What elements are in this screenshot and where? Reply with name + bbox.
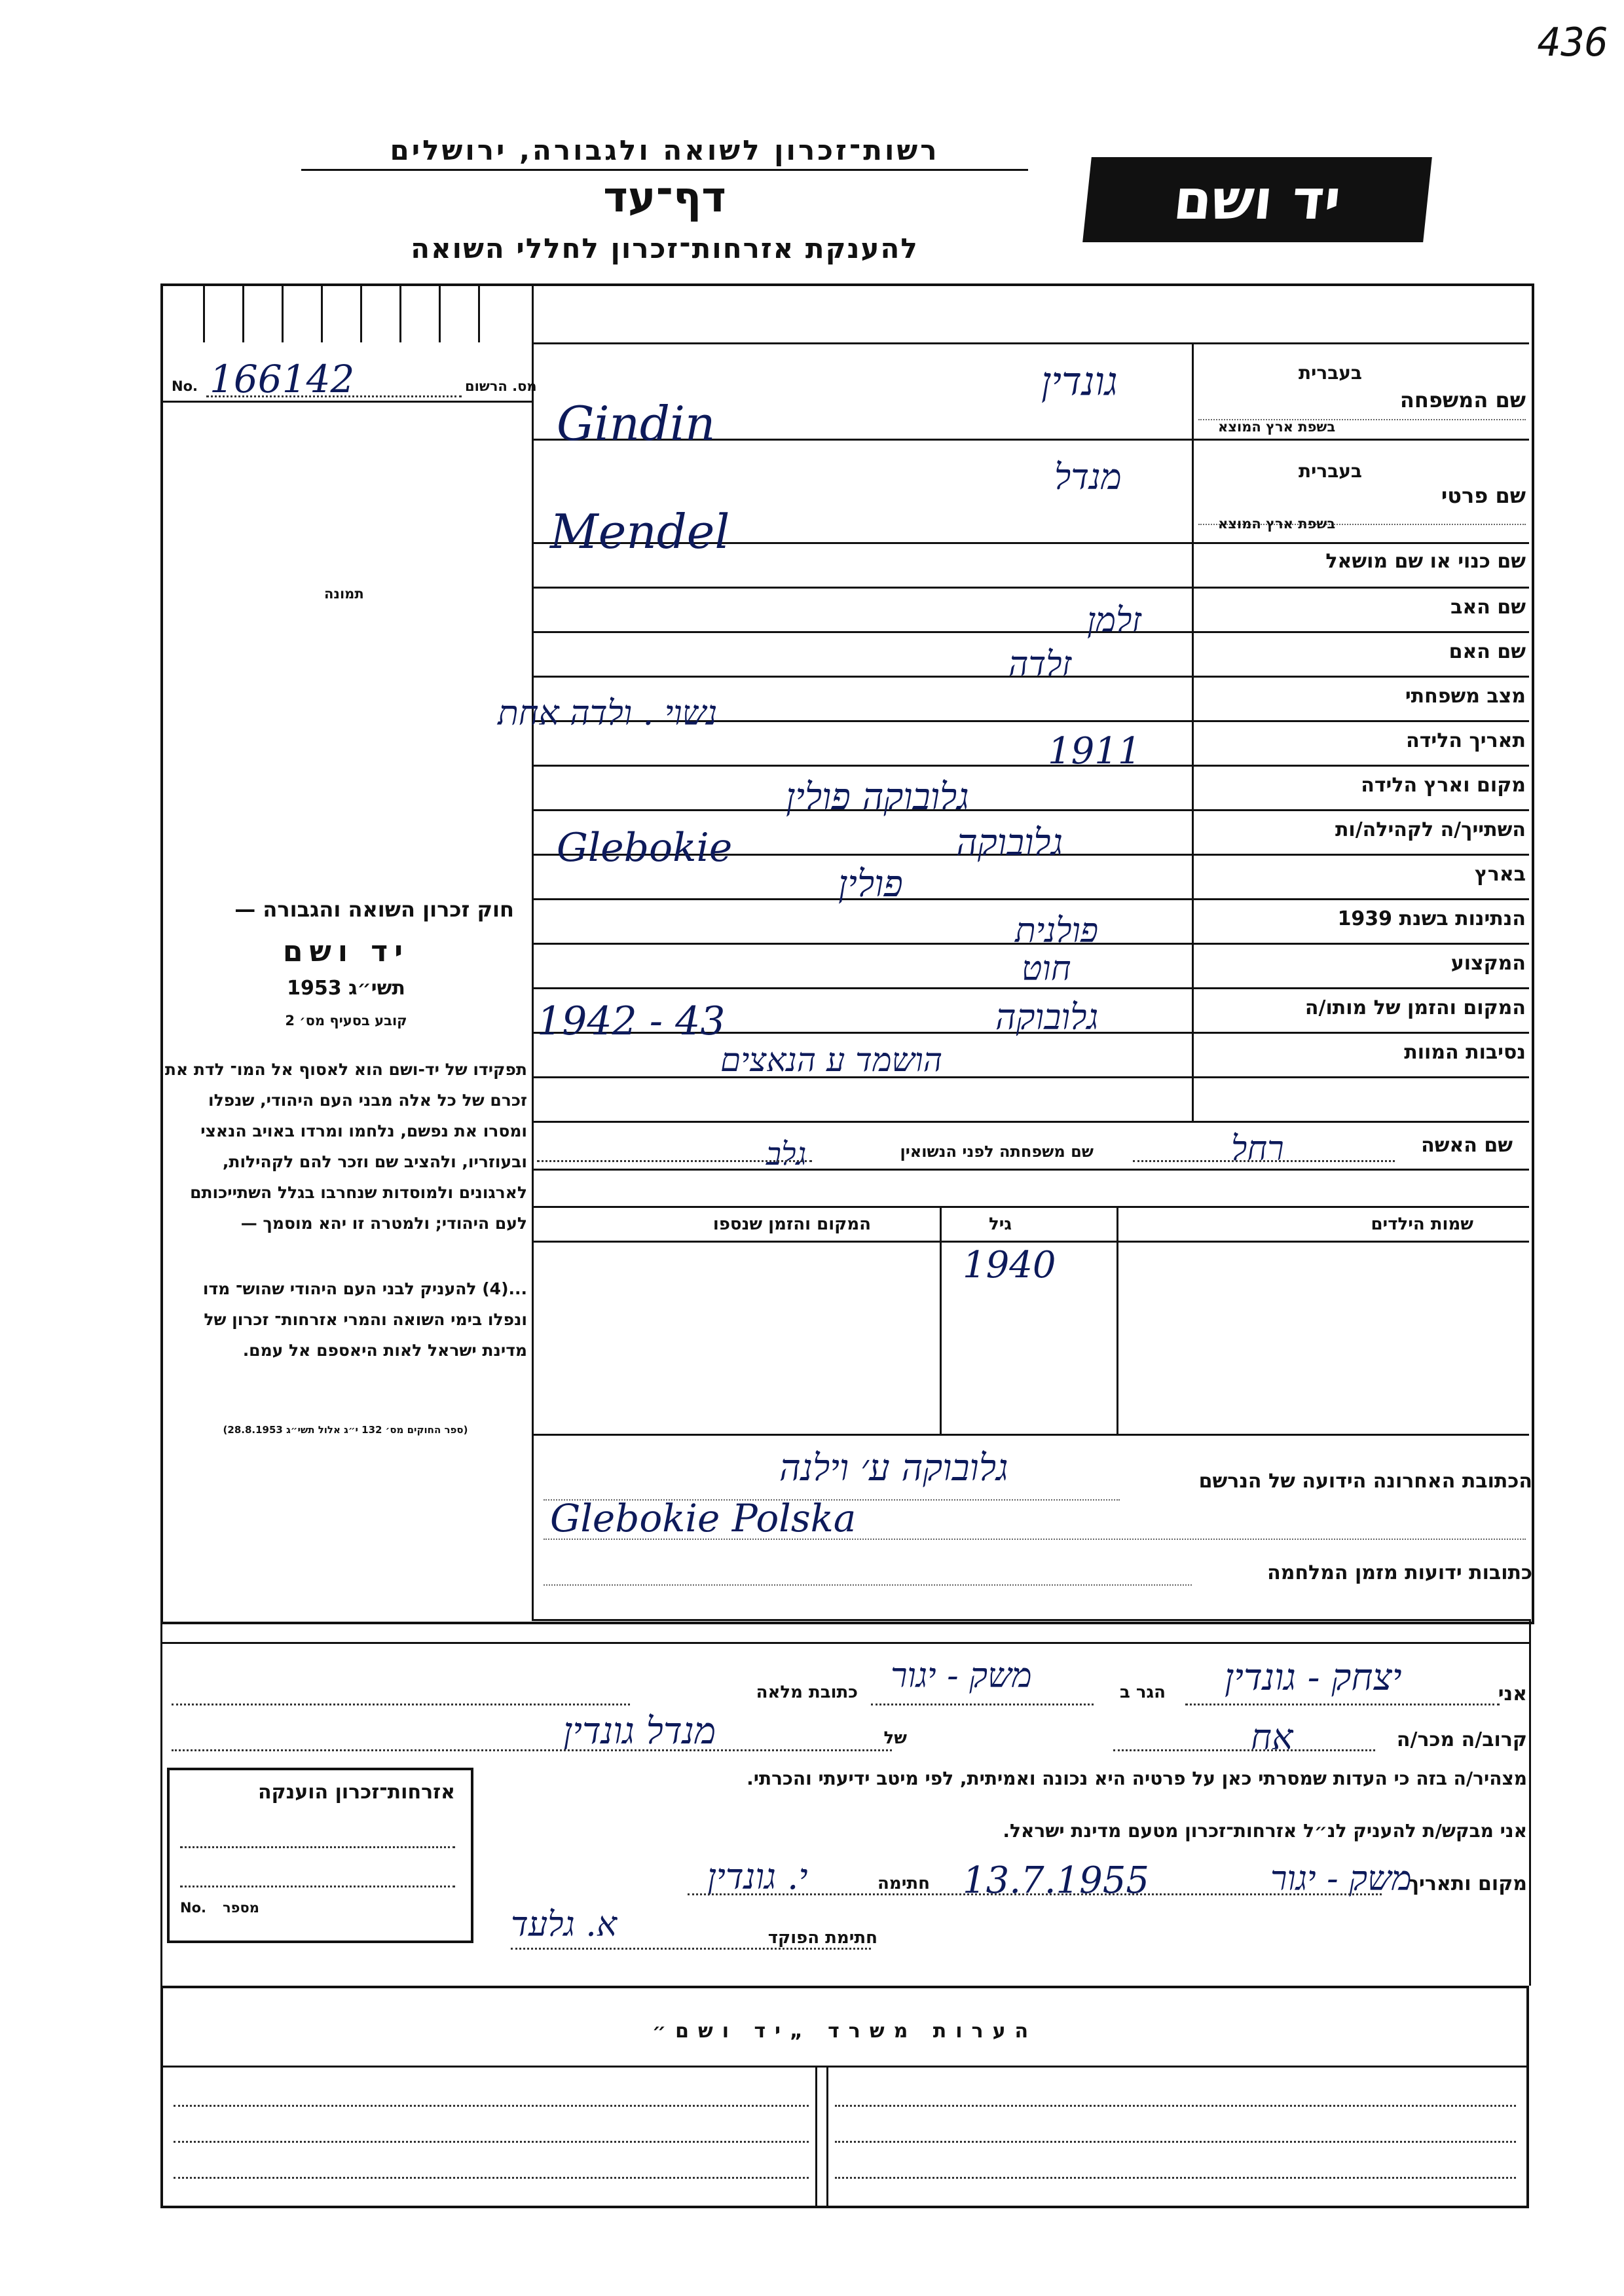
office-notes-title: הערות משרד „יד ושם״ bbox=[652, 2020, 1038, 2043]
photo-label: תמונה bbox=[324, 586, 364, 602]
law-name: יד ושם bbox=[282, 935, 410, 968]
declarant-name: יצחק - גונדין bbox=[1225, 1656, 1402, 1699]
death-year-value: 1942 - 43 bbox=[537, 998, 726, 1044]
citizenship-label: הנתינות בשנת 1939 bbox=[1337, 907, 1526, 930]
officer-value: א. גלעד bbox=[511, 1905, 618, 1944]
firstname-origin-label: בשפת ארץ המוצא bbox=[1218, 516, 1336, 532]
of-value: מנדל גונדין bbox=[563, 1710, 716, 1753]
death-label: המקום והזמן של מותו/ה bbox=[1304, 996, 1526, 1019]
mother-label: שם האם bbox=[1449, 640, 1526, 663]
office-notes-box bbox=[160, 1986, 1529, 2208]
community-value-heb: גלובוקה bbox=[956, 822, 1063, 864]
relative-value: אח bbox=[1251, 1717, 1293, 1758]
children-row-0-age: 1940 bbox=[963, 1244, 1056, 1286]
declaration-i-label: אני bbox=[1498, 1683, 1527, 1705]
father-label: שם האב bbox=[1450, 596, 1526, 619]
logo-text: יד ושם bbox=[1170, 168, 1344, 232]
birthdate-label: תאריך הלידה bbox=[1406, 729, 1526, 752]
firstname-hebrew-label: בעברית bbox=[1298, 460, 1362, 482]
certificate-no-prefix: No. bbox=[180, 1900, 206, 1916]
wartime-address-label: כתובות ידועות מזמן המלחמה bbox=[1267, 1561, 1532, 1584]
surname-label: שם המשפחה bbox=[1399, 388, 1526, 412]
registration-label: מס. הרשום bbox=[465, 378, 537, 394]
yad-vashem-logo bbox=[1082, 157, 1432, 242]
citizenship-value: פולנית bbox=[1015, 911, 1099, 951]
officer-label: חתימת הפוקד bbox=[767, 1928, 877, 1948]
father-value: זלמן bbox=[1087, 601, 1141, 640]
maiden-value: גלב bbox=[766, 1136, 807, 1173]
birthdate-value: 1911 bbox=[1048, 730, 1141, 773]
mother-value: זלדה bbox=[1008, 645, 1072, 684]
left-column-divider bbox=[532, 283, 534, 1619]
firstname-hebrew-value: מנדל bbox=[1054, 456, 1122, 498]
community-label: השתייך/ה לקהילה/ות bbox=[1335, 818, 1526, 841]
signature-value: י. גונדין bbox=[707, 1856, 808, 1897]
certificate-no-label: מספר bbox=[223, 1900, 259, 1916]
profession-label: המקצוע bbox=[1450, 952, 1526, 975]
law-title: חוק זכרון השואה והגבורה — bbox=[234, 897, 514, 922]
children-header-names: שמות הילדים bbox=[1371, 1214, 1473, 1234]
law-text-2: ...(4) להעניק לבני העם היהודי שהוש־ מדו ונפלו בימי השואה והמרי אזרחות־ זכרון של מדינת ישראל לאות היאספם אל עמם. bbox=[202, 1279, 527, 1360]
place-value: משק - יגור bbox=[1270, 1859, 1412, 1899]
death-circumstances-label: נסיבות המוות bbox=[1404, 1041, 1526, 1064]
children-header-place: המקום והזמן שנספו bbox=[712, 1214, 871, 1234]
law-source: (ספר החוקים מס׳ 132 י״ג אלול תשי״ג 28.8.1953) bbox=[223, 1424, 468, 1436]
relative-label: קרוב/ה מכר/ה bbox=[1396, 1728, 1527, 1751]
date-value: 13.7.1955 bbox=[963, 1859, 1150, 1902]
law-year: תשי״ג 1953 bbox=[287, 977, 405, 1000]
surname-origin-value: Gindin bbox=[557, 396, 716, 451]
registration-number: 166142 bbox=[210, 357, 355, 401]
community-value-lat: Glebokie bbox=[557, 825, 733, 871]
wife-value: רחל bbox=[1231, 1129, 1284, 1169]
resident-label: הגר ב bbox=[1119, 1683, 1166, 1702]
last-address-label: הכתובת האחרונה הידועה של הנרשם bbox=[1198, 1470, 1532, 1493]
certificate-box-title: אזרחות־זכרון הוענקה bbox=[257, 1781, 455, 1804]
marital-label: מצב משפחתי bbox=[1405, 685, 1526, 708]
death-place-value: גלובוקה bbox=[995, 996, 1099, 1038]
surname-origin-label: בשפת ארץ המוצא bbox=[1218, 419, 1336, 435]
authority-underline bbox=[301, 169, 1028, 171]
wife-label: שם האשה bbox=[1421, 1134, 1513, 1157]
surname-hebrew-value: גונדין bbox=[1041, 359, 1118, 405]
firstname-origin-value: Mendel bbox=[550, 504, 730, 559]
nickname-label: שם כנוי או שם מושאל bbox=[1325, 550, 1526, 573]
authority-title: רשות־זכרון לשואה ולגבורה, ירושלים bbox=[390, 134, 940, 166]
law-text-1: תפקידו של יד-ושם הוא לאסוף אל המו־ לדת את זכרם של כל אלה מבני העם היהודי, שנפלו ומסרו את נפשם, נלחמו ומרדו באויב הנאצי ובעוזריו, ולהציב שם וזכר להם לקהילות, לארגונים ולמוסדות שנחרבו בגלל השתייכותם לעם היהודי; ולמטרה זו יהא מוסמך — bbox=[164, 1060, 527, 1233]
last-address-heb: גלובוקה ע׳ וילנה bbox=[779, 1447, 1008, 1489]
birthplace-label: מקום וארץ הלידה bbox=[1361, 774, 1526, 797]
country-value: פולין bbox=[838, 863, 903, 905]
signature-label: חתימה bbox=[877, 1874, 930, 1893]
children-header-age: גיל bbox=[988, 1214, 1012, 1234]
law-clause: קובע בסעיף מס׳ 2 bbox=[285, 1013, 407, 1029]
death-circumstances-value: הושמד ע הנאצים bbox=[720, 1041, 943, 1079]
country-label: בארץ bbox=[1474, 863, 1526, 886]
full-address-label: כתובת מלאה bbox=[756, 1683, 858, 1702]
marital-value: נשוי . ולדה אחת bbox=[498, 694, 718, 733]
form-subtitle: להענקת אזרחות־זכרון לחללי השואה bbox=[411, 232, 919, 264]
of-label: של bbox=[883, 1728, 907, 1748]
form-title: דף־עד bbox=[603, 173, 726, 222]
statement-1: מצהיר/ה בזה כי העדות שמסרתי כאן על פרטיה היא נכונה ואמיתית, לפי מיטב ידיעתי והכרתי. bbox=[747, 1768, 1527, 1789]
birthplace-value: גלובוקה פולין bbox=[786, 776, 969, 818]
statement-2: אני מבקש/ת להעניק לנ״ל אזרחות־זכרון מטעם מדינת ישראל. bbox=[1003, 1820, 1527, 1842]
page-number: 436 bbox=[1537, 20, 1608, 65]
registration-no-prefix: No. bbox=[172, 378, 198, 394]
resident-value: משק - יגור bbox=[891, 1656, 1032, 1696]
last-address-lat: Glebokie Polska bbox=[550, 1496, 857, 1540]
surname-hebrew-label: בעברית bbox=[1298, 362, 1362, 384]
place-date-label: מקום ותאריך bbox=[1407, 1872, 1527, 1895]
profession-value: חוט bbox=[1022, 949, 1071, 989]
firstname-label: שם פרטי bbox=[1441, 483, 1526, 508]
maiden-label: שם משפחתה לפני הנשואין bbox=[900, 1142, 1094, 1161]
